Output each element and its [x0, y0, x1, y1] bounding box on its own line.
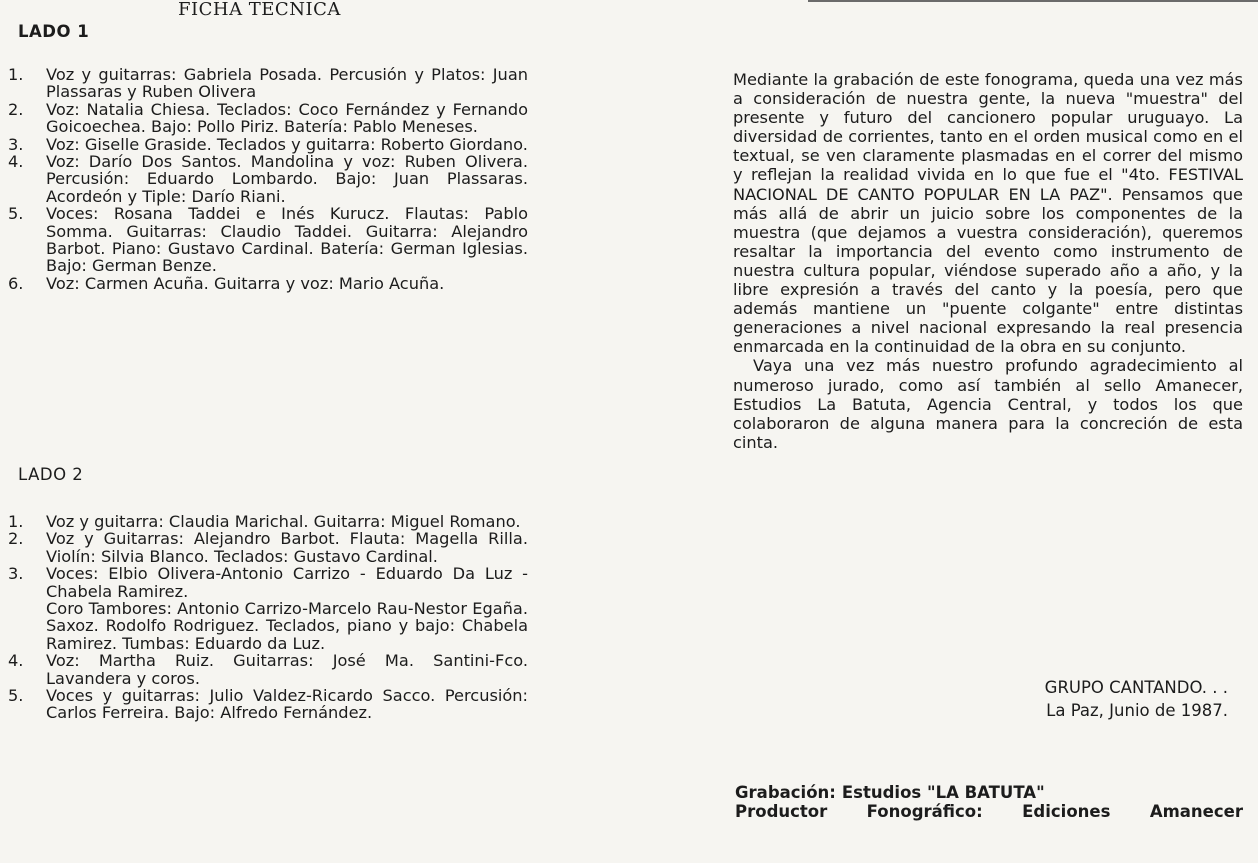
presentation-paragraph-2: Vaya una vez más nuestro profundo agradecimiento al numeroso jurado, como así también al sello Amanecer, Estudios La Batuta, Agencia Central, y todos los que colaboraron de alguna manera para la concreción de esta cinta. [733, 356, 1243, 452]
track-credits: Voz y Guitarras: Alejandro Barbot. Flauta: Magella Rilla. Violín: Silvia Blanco. Teclados: Gustavo Cardinal. [46, 529, 528, 566]
track-number: 5. [8, 686, 24, 706]
track-credits: Voces: Rosana Taddei e Inés Kurucz. Flautas: Pablo Somma. Guitarras: Claudio Taddei. Guitarra: Alejandro Barbot. Piano: Gustavo Cardinal. Batería: German Iglesias. Bajo: German Benze. [46, 204, 528, 276]
producer-end: Amanecer [1149, 802, 1243, 821]
track-credits [46, 565, 528, 652]
producer-label: Productor [735, 802, 828, 821]
producer-value: Ediciones [1022, 802, 1111, 821]
track-number: 4. [8, 651, 24, 671]
track-credits: Voz: Darío Dos Santos. Mandolina y voz: Ruben Olivera. Percusión: Eduardo Lombardo. Bajo: Juan Plassaras. Acordeón y Tiple: Darío Riani. [46, 152, 528, 206]
track-item [8, 136, 528, 153]
producer-credit [735, 802, 1243, 821]
producer-mid: Fonográfico: [866, 802, 983, 821]
track-number: 2. [8, 529, 24, 549]
track-credits: Voz: Carmen Acuña. Guitarra y voz: Mario Acuña. [46, 273, 445, 293]
group-name: GRUPO CANTANDO. . . [1044, 678, 1228, 697]
track-number: 2. [8, 99, 24, 119]
recording-value: Estudios "LA BATUTA" [841, 783, 1045, 802]
lado1-heading: LADO 1 [18, 22, 90, 41]
track-item [8, 687, 528, 722]
track-credits: Voces y guitarras: Julio Valdez-Ricardo Sacco. Percusión: Carlos Ferreira. Bajo: Alfredo Fernández. [46, 686, 528, 723]
track-credits: Voz: Martha Ruiz. Guitarras: José Ma. Santini-Fco. Lavandera y coros. [46, 651, 528, 688]
track-item [8, 275, 528, 292]
track-credits: Voz: Natalia Chiesa. Teclados: Coco Fernández y Fernando Goicoechea. Bajo: Pollo Piriz. Batería: Pablo Meneses. [46, 99, 528, 137]
track-credits-continuation: Coro Tambores: Antonio Carrizo-Marcelo Rau-Nestor Egaña. Saxoz. Rodolfo Rodriguez. Teclados, piano y bajo: Chabela Ramirez. Tumbas: Eduardo da Luz. [46, 599, 528, 653]
track-item [8, 153, 528, 205]
track-number: 5. [8, 204, 24, 224]
track-number: 3. [8, 564, 24, 584]
track-number: 1. [8, 512, 24, 531]
page-title: FICHA TECNICA [178, 0, 341, 20]
track-item [8, 205, 528, 275]
track-credits: Voz: Giselle Graside. Teclados y guitarra: Roberto Giordano. [46, 134, 528, 154]
presentation-text [733, 70, 1243, 452]
track-item [8, 101, 528, 136]
track-number: 4. [8, 152, 24, 172]
track-number: 1. [8, 65, 24, 84]
top-divider-line [808, 0, 1258, 2]
presentation-paragraph-1: Mediante la grabación de este fonograma, queda una vez más a consideración de nuestra gente, la nueva "muestra" del presente y futuro del cancionero popular uruguayo. La diversidad de corrientes, tanto en el orden musical como en el textual, se ven claramente plasmadas en el correr del mismo y reflejan la realidad vivida en lo que fue el "4to. FESTIVAL NACIONAL DE CANTO POPULAR EN LA PAZ". Pensamos que más allá de abrir un juicio sobre los componentes de la muestra (que dejamos a vuestra consideración), queremos resaltar la importancia del evento como instrumento de nuestra cultura popular, viéndose superado año a año, y la libre expresión a través del canto y la poesía, pero que además mantiene un "puente colgante" entre distintas generaciones a nivel nacional expresando la real presencia enmarcada en la continuidad de la obra en su conjunto. [733, 70, 1243, 357]
recording-credit [735, 783, 1243, 802]
lado2-heading: LADO 2 [18, 465, 84, 484]
lado1-track-list [8, 66, 528, 292]
track-credits: Voz y guitarras: Gabriela Posada. Percusión y Platos: Juan Plassaras y Ruben Olivera [46, 65, 528, 102]
track-item [8, 66, 528, 101]
track-credits-main: Voces: Elbio Olivera-Antonio Carrizo - Eduardo Da Luz - Chabela Ramirez. [46, 564, 528, 601]
track-number: 3. [8, 134, 24, 154]
track-item [8, 565, 528, 652]
signature-block [1045, 676, 1228, 722]
track-item [8, 513, 528, 530]
track-item [8, 530, 528, 565]
track-item [8, 652, 528, 687]
production-credits [735, 783, 1243, 821]
track-number: 6. [8, 273, 24, 293]
track-credits: Voz y guitarra: Claudia Marichal. Guitarra: Miguel Romano. [46, 512, 521, 531]
recording-label: Grabación: [735, 783, 836, 802]
place-date: La Paz, Junio de 1987. [1046, 701, 1228, 720]
lado2-track-list [8, 513, 528, 722]
